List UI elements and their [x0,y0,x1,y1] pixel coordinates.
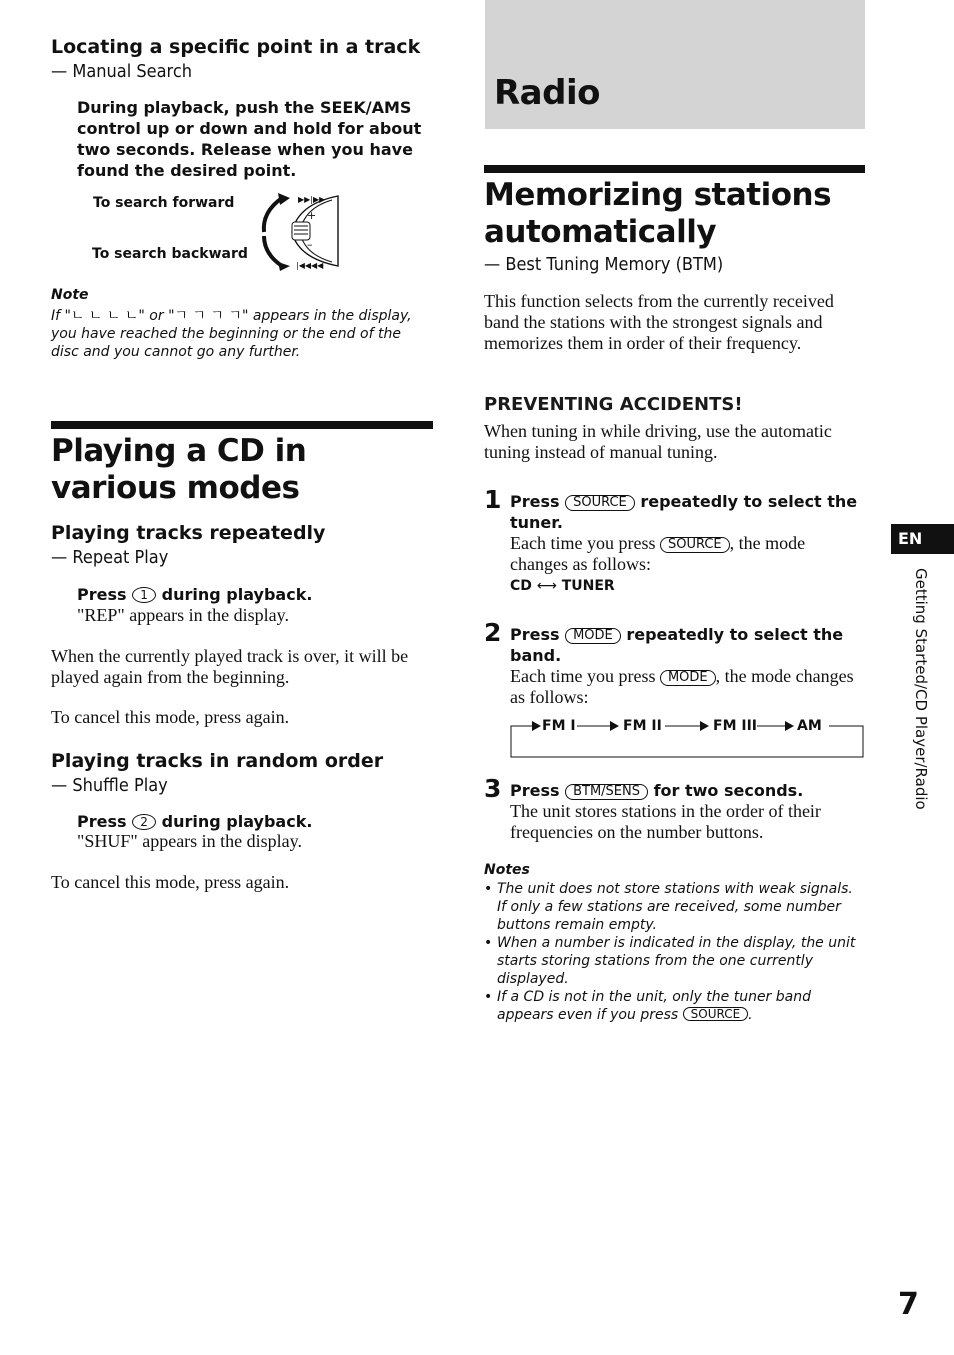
side-section-text: Getting Started/CD Player/Radio [912,568,930,810]
step-3-description: The unit stores stations in the order of their frequencies on the number buttons. [510,801,821,842]
source-button-note: SOURCE [683,1007,749,1021]
manual-search-title: Locating a specific point in a track [51,36,421,58]
various-modes-title: Playing a CD in various modes [51,433,307,506]
btm-title: Memorizing stations automatically [484,177,832,250]
repeat-cancel-text: To cancel this mode, press again. [51,707,290,727]
search-backward-label: To search backward [92,246,248,262]
notes-list [484,880,866,1024]
source-button-inline: SOURCE [660,537,730,553]
svg-text:–: – [307,238,313,251]
step-1-description: Each time you press SOURCE , the mode changes as follows: [510,533,806,574]
repeat-title: Playing tracks repeatedly [51,522,326,544]
radio-banner [485,0,865,129]
shuffle-display-message: "SHUF" appears in the display. [77,831,302,851]
bidirectional-arrow-icon: ⟷ [536,578,557,594]
band-am: AM [797,718,822,734]
band-fm2: FM II [623,718,662,734]
step-2-instruction: Press MODE repeatedly to select the band. [510,625,844,665]
section-rule-various-modes [51,421,433,429]
notes-title: Notes [484,862,530,878]
radio-banner-title: Radio [494,73,600,113]
band-fm1: FM I [542,718,576,734]
btm-subtitle: — Best Tuning Memory (BTM) [484,254,724,275]
shuffle-section [51,749,441,797]
manual-search-note [51,287,431,361]
note-glyph-end: ㄱ ㄱ ㄱ ㄱ [174,308,242,324]
step-2-number: 2 [484,618,502,647]
repeat-subtitle: — Repeat Play [51,547,169,568]
shuffle-instruction: Press 2 during playback. [77,812,313,831]
note-item: • The unit does not store stations with weak signals. If only a few stations are received, some number buttons remain empty. [484,880,866,934]
step-3-instruction: Press BTM/SENS for two seconds. [510,781,804,800]
manual-search-section [51,35,441,83]
svg-text:▶▶|▶▶: ▶▶|▶▶ [298,195,326,204]
repeat-instruction: Press 1 during playback. [77,585,313,604]
language-tab-label: EN [898,529,923,548]
warning-text: When tuning in while driving, use the automatic tuning instead of manual tuning. [484,421,832,462]
step-1 [510,491,865,595]
mode-button: MODE [565,628,621,644]
svg-text:+: + [307,209,317,222]
seek-ams-control-illustration [258,190,348,272]
number-button-2: 2 [132,814,156,830]
step-1-number: 1 [484,485,502,514]
section-rule-btm [484,165,865,173]
manual-search-subtitle: — Manual Search [51,61,193,82]
step-1-instruction: Press SOURCE repeatedly to select the tuner. [510,492,858,532]
note-item: • If a CD is not in the unit, only the tuner band appears even if you press SOURCE . [484,988,866,1024]
repeat-display-message: "REP" appears in the display. [77,605,289,625]
svg-text:|◀◀◀◀: |◀◀◀◀ [296,261,324,270]
source-button: SOURCE [565,495,635,511]
number-button-1: 1 [132,587,156,603]
repeat-section [51,521,441,569]
step-2 [510,624,865,708]
repeat-paragraph: When the currently played track is over, it will be played again from the beginning. [51,646,409,687]
note-title: Note [51,287,89,303]
shuffle-subtitle: — Shuffle Play [51,775,168,796]
shuffle-title: Playing tracks in random order [51,750,384,772]
note-item: • When a number is indicated in the display, the unit starts storing stations from the one currently displayed. [484,934,866,988]
mode-button-inline: MODE [660,670,716,686]
language-tab [891,524,954,554]
btm-notes [484,862,866,1024]
manual-search-instruction: During playback, push the SEEK/AMS control up or down and hold for about two seconds. Release when you have found the desired point. [77,98,422,180]
step-3-number: 3 [484,774,502,803]
band-fm3: FM III [713,718,757,734]
band-cycle-diagram [510,713,864,758]
step-1-sequence: CD ⟷ TUNER [510,578,615,594]
search-forward-label: To search forward [93,195,235,211]
btm-intro: This function selects from the currently received band the stations with the strongest signals and memorizes them in order of their frequency. [484,291,834,353]
note-glyph-start: ㄴ ㄴ ㄴ ㄴ [70,308,139,324]
note-text: If "ㄴ ㄴ ㄴ ㄴ" or "ㄱ ㄱ ㄱ ㄱ" appears in the display, you have reached the beginning or the end of the disc and you cannot go any further. [51,308,412,360]
step-2-description: Each time you press MODE , the mode changes as follows: [510,666,854,707]
page-number: 7 [898,1287,919,1322]
btm-sens-button: BTM/SENS [565,784,648,800]
shuffle-cancel-text: To cancel this mode, press again. [51,872,290,892]
warning-title: PREVENTING ACCIDENTS! [484,394,743,415]
side-section-label [907,568,931,840]
step-3 [510,780,865,843]
